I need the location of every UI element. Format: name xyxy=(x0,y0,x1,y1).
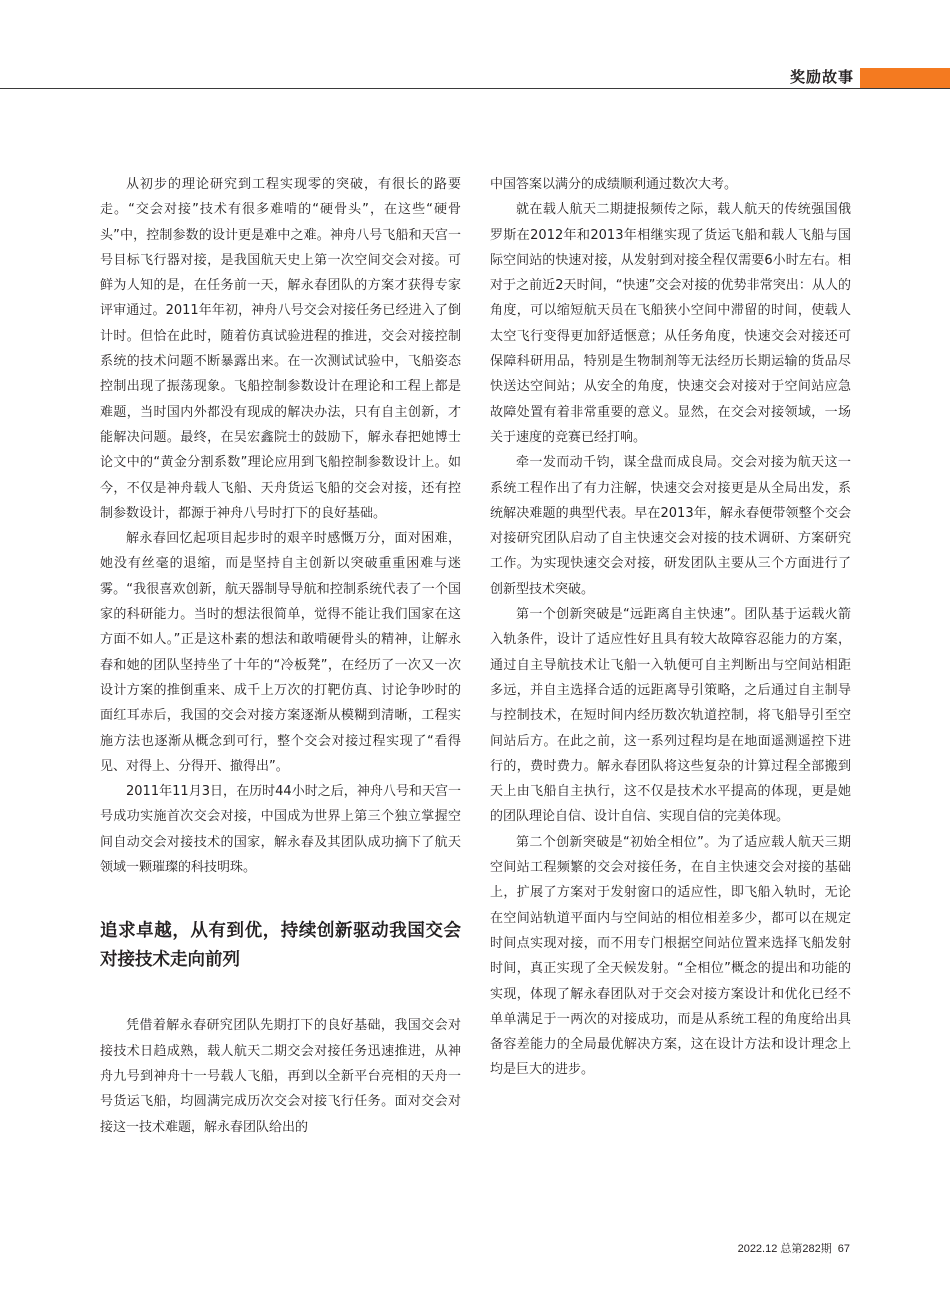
left-paragraph-3: 2011年11月3日，在历时44小时之后，神舟八号和天宫一号成功实施首次交会对接，中国成为世界上第三个独立掌握空间自动交会对接技术的国家，解永春及其团队成功摘下了航天领域一颗璀璨的科技明珠。 xyxy=(100,784,461,876)
right-paragraph-2: 就在载人航天二期捷报频传之际，载人航天的传统强国俄罗斯在2012年和2013年相继实现了货运飞船和载人飞船与国际空间站的快速对接，从发射到对接全程仅需要6小时左右。相对于之前近2天时间，“快速”交会对接的优势非常突出：从人的角度，可以缩短航天员在飞船狭小空间中滞留的时间，使载人太空飞行变得更加舒适惬意；从任务角度，快速交会对接还可保障科研用品，特别是生物制剂等无法经历长期运输的货品尽快送达空间站；从安全的角度，快速交会对接对于空间站应急故障处置有着非常重要的意义。显然，在交会对接领域，一场关于速度的竞赛已经打响。 xyxy=(490,202,851,445)
section-heading: 追求卓越，从有到优，持续创新驱动我国交会对接技术走向前列 xyxy=(100,921,461,971)
left-column xyxy=(100,172,461,1140)
left-paragraph-4: 凭借着解永春研究团队先期打下的良好基础，我国交会对接技术日趋成熟，载人航天二期交会对接任务迅速推进，从神舟九号到神舟十一号载人飞船，再到以全新平台亮相的天舟一号货运飞船，均圆满完成历次交会对接飞行任务。面对交会对接这一技术难题，解永春团队给出的 xyxy=(100,1018,461,1135)
right-paragraph-1: 中国答案以满分的成绩顺利通过数次大考。 xyxy=(490,177,738,192)
left-paragraph-1: 从初步的理论研究到工程实现零的突破，有很长的路要走。“交会对接”技术有很多难啃的“硬骨头”，在这些“硬骨头”中，控制参数的设计更是难中之难。神舟八号飞船和天宫一号目标飞行器对接，是我国航天史上第一次空间交会对接。可鲜为人知的是，在任务前一天，解永春团队的方案才获得专家评审通过。2011年年初，神舟八号交会对接任务已经进入了倒计时。但恰在此时，随着仿真试验进程的推进，交会对接控制系统的技术问题不断暴露出来。在一次测试试验中，飞船姿态控制出现了振荡现象。飞船控制参数设计在理论和工程上都是难题，当时国内外都没有现成的解决办法，只有自主创新，才能解决问题。最终，在吴宏鑫院士的鼓励下，解永春把她博士论文中的“黄金分割系数”理论应用到飞船控制参数设计上。如今，不仅是神舟载人飞船、天舟货运飞船的交会对接，还有控制参数设计，都源于神舟八号时打下的良好基础。 xyxy=(100,177,461,521)
section-label: 奖励故事 xyxy=(789,68,854,86)
header-rule xyxy=(0,88,950,89)
issue-label: 2022.12 总第282期 xyxy=(737,1243,832,1255)
page-folio xyxy=(732,1240,850,1256)
right-paragraph-5: 第二个创新突破是“初始全相位”。为了适应载人航天三期空间站工程频繁的交会对接任务，在自主快速交会对接的基础上，扩展了方案对于发射窗口的适应性，即飞船入轨时，无论在空间站轨道平面内与空间站的相位相差多少，都可以在规定时间点实现对接，而不用专门根据空间站位置来选择飞船发射时间，真正实现了全天候发射。“全相位”概念的提出和功能的实现，体现了解永春团队对于交会对接方案设计和优化已经不单单满足于一两次的对接成功，而是从系统工程的角度给出具备容差能力的全局最优解决方案，这在设计方法和设计理念上均是巨大的进步。 xyxy=(490,834,851,1078)
right-column xyxy=(490,172,851,1083)
page-number: 67 xyxy=(837,1243,850,1255)
left-paragraph-2: 解永春回忆起项目起步时的艰辛时感慨万分，面对困难，她没有丝毫的退缩，而是坚持自主创新以突破重重困难与迷雾。“我很喜欢创新，航天器制导导航和控制系统代表了一个国家的科研能力。当时的想法很简单，觉得不能让我们国家在这方面不如人。”正是这朴素的想法和敢啃硬骨头的精神，让解永春和她的团队坚持坐了十年的“冷板凳”，在经历了一次又一次设计方案的推倒重来、成千上万次的打靶仿真、讨论争吵时的面红耳赤后，我国的交会对接方案逐渐从模糊到清晰，工程实施方法也逐渐从概念到可行，整个交会对接过程实现了“看得见、对得上、分得开、撤得出”。 xyxy=(100,531,461,774)
section-accent-tab xyxy=(860,68,950,88)
right-paragraph-3: 牵一发而动千钧，谋全盘而成良局。交会对接为航天这一系统工程作出了有力注解，快速交会对接更是从全局出发，系统解决难题的典型代表。早在2013年，解永春便带领整个交会对接研究团队启动了自主快速交会对接的技术调研、方案研究工作。为实现快速交会对接，研发团队主要从三个方面进行了创新型技术突破。 xyxy=(490,455,851,597)
right-paragraph-4: 第一个创新突破是“远距离自主快速”。团队基于运载火箭入轨条件，设计了适应性好且具有较大故障容忍能力的方案，通过自主导航技术让飞船一入轨便可自主判断出与空间站相距多远，并自主选择合适的远距离导引策略，之后通过自主制导与控制技术，在短时间内经历数次轨道控制，将飞船导引至空间站后方。在此之前，这一系列过程均是在地面遥测遥控下进行的，费时费力。解永春团队将这些复杂的计算过程全部搬到天上由飞船自主执行，这不仅是技术水平提高的体现，更是她的团队理论自信、设计自信、实现自信的完美体现。 xyxy=(490,607,851,825)
